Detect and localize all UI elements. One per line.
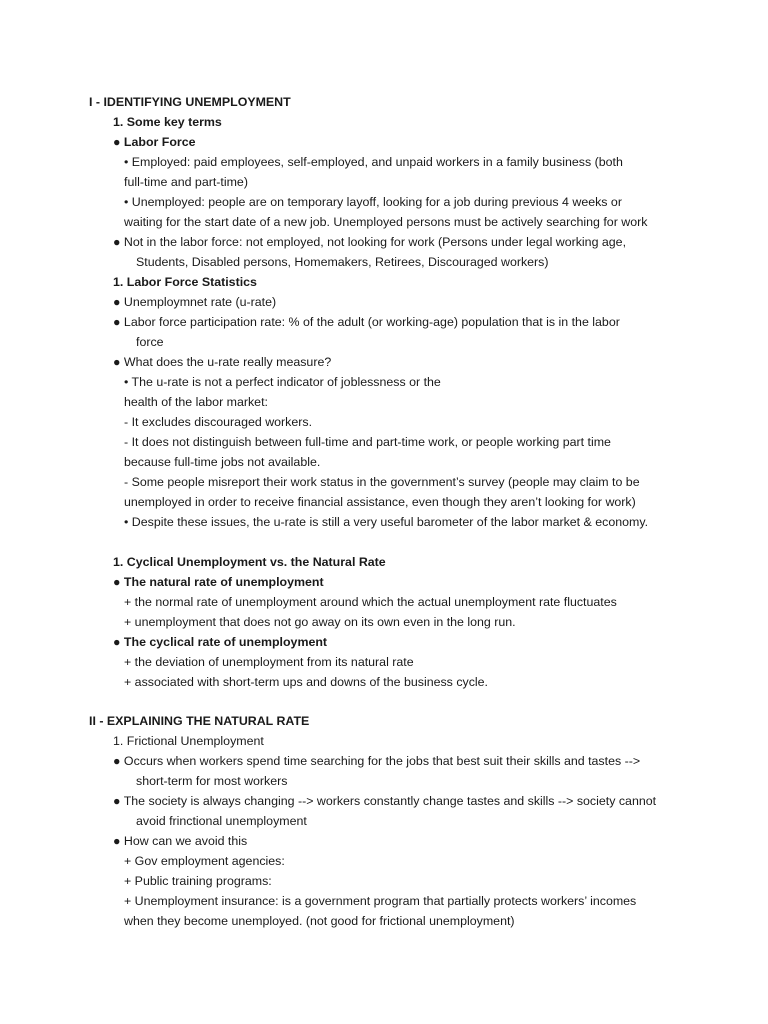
text-line: - It excludes discouraged workers. — [124, 415, 313, 429]
text-line: Students, Disabled persons, Homemakers, Retirees, Discouraged workers) — [136, 255, 549, 269]
text-line: • Despite these issues, the u-rate is still a very useful barometer of the labor market & economy. — [124, 515, 649, 529]
bullet-item: ● Unemploymnet rate (u-rate) — [113, 295, 277, 309]
bullet-item: ● Occurs when workers spend time searching for the jobs that best suit their skills and tastes --> — [113, 754, 641, 768]
text-line: short-term for most workers — [136, 774, 288, 788]
bullet-heading: ● Labor Force — [113, 135, 196, 149]
text-line: - Some people misreport their work status in the government’s survey (people may claim to be — [124, 475, 640, 489]
bullet-item: ● What does the u-rate really measure? — [113, 355, 332, 369]
text-line: full-time and part-time) — [124, 175, 248, 189]
text-line: avoid frinctional unemployment — [136, 814, 307, 828]
bullet-item: ● How can we avoid this — [113, 834, 248, 848]
text-line: + associated with short-term ups and downs of the business cycle. — [124, 675, 488, 689]
section-heading: II - EXPLAINING THE NATURAL RATE — [89, 714, 310, 728]
bullet-item: ● Not in the labor force: not employed, not looking for work (Persons under legal working age, — [113, 235, 627, 249]
text-line: + Gov employment agencies: — [124, 854, 285, 868]
text-line: • The u-rate is not a perfect indicator of joblessness or the — [124, 375, 441, 389]
text-line: + Public training programs: — [124, 874, 272, 888]
text-line: because full-time jobs not available. — [124, 455, 321, 469]
text-line: + the normal rate of unemployment around which the actual unemployment rate fluctuates — [124, 595, 617, 609]
section-heading: I - IDENTIFYING UNEMPLOYMENT — [89, 95, 291, 109]
numbered-item: 1. Frictional Unemployment — [113, 734, 264, 748]
text-line: - It does not distinguish between full-time and part-time work, or people working part time — [124, 435, 611, 449]
text-line: unemployed in order to receive financial assistance, even though they aren’t looking for work) — [124, 495, 636, 509]
text-line: when they become unemployed. (not good for frictional unemployment) — [124, 914, 515, 928]
text-line: force — [136, 335, 164, 349]
numbered-heading: 1. Labor Force Statistics — [113, 275, 257, 289]
text-line: + unemployment that does not go away on its own even in the long run. — [124, 615, 516, 629]
text-line: + the deviation of unemployment from its natural rate — [124, 655, 414, 669]
text-line: • Employed: paid employees, self-employed, and unpaid workers in a family business (both — [124, 155, 623, 169]
bullet-heading: ● The natural rate of unemployment — [113, 575, 324, 589]
numbered-heading: 1. Cyclical Unemployment vs. the Natural Rate — [113, 555, 386, 569]
bullet-item: ● The society is always changing --> workers constantly change tastes and skills --> society cannot — [113, 794, 657, 808]
text-line: + Unemployment insurance: is a government program that partially protects workers’ incomes — [124, 894, 637, 908]
bullet-heading: ● The cyclical rate of unemployment — [113, 635, 328, 649]
text-line: waiting for the start date of a new job. Unemployed persons must be actively searching for work — [124, 215, 648, 229]
bullet-item: ● Labor force participation rate: % of the adult (or working-age) population that is in the labor — [113, 315, 620, 329]
text-line: health of the labor market: — [124, 395, 268, 409]
text-line: • Unemployed: people are on temporary layoff, looking for a job during previous 4 weeks or — [124, 195, 622, 209]
numbered-heading: 1. Some key terms — [113, 115, 222, 129]
